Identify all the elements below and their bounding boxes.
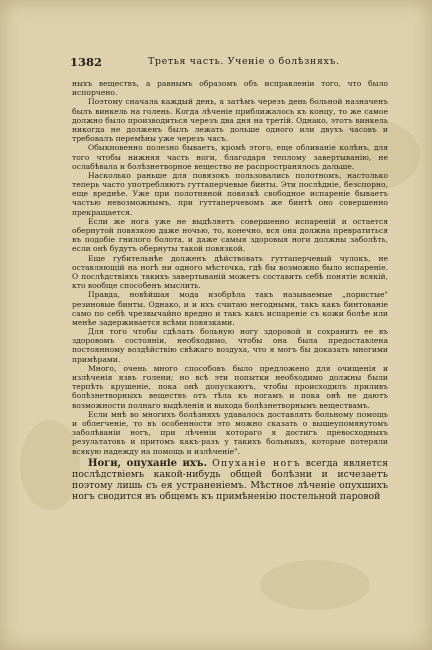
body-text: [72, 79, 388, 502]
paragraph: Поэтому сначала каждый день, а затѣмъ черезъ день больной назначенъ былъ винкель на голень. Когда лѣченіе приближалось къ концу, то же самое должно было производиться черезъ два дня на третій. Однако, этотъ винкель никогда не долженъ былъ лежать дольше одного или двухъ часовъ и требовалъ перемѣны уже черезъ часъ.: [72, 97, 388, 144]
section-paragraph: [72, 458, 388, 502]
paragraph: Если мнѣ во многихъ болѣзняхъ удавалось доставлять больному помощь и облегченіе, то въ особенности это можно сказать о вышеупомянутомъ заболѣваніи ногъ, при лѣченіи котораго я достигъ превосходныхъ результатовъ и притомъ какъ-разъ у такихъ больныхъ, которые потеряли всякую надежду на помощь и излѣченіе".: [72, 409, 388, 456]
section-heading: Ноги, опуханіе ихъ.: [88, 457, 208, 469]
paragraph: Много, очень много способовъ было предложено для очищенія и излѣченія язвъ голени; но всѣ эти попытки необходимо должны были терпѣть крушеніе, пока онѣ допускаютъ, чтобы происходилъ приливъ болѣзнетворныхъ веществъ отъ тѣла къ ногамъ и пока онѣ не даютъ возможности полнаго выдѣленія и выхода болѣзнетворнымъ веществамъ.: [72, 363, 388, 410]
page-number: 1382: [70, 55, 103, 69]
page-header: [70, 55, 390, 71]
paper-stain: [20, 420, 80, 510]
paragraph: ныхъ веществъ, а равнымъ образомъ объ исправленіи того, что было испорчено.: [72, 79, 388, 98]
paragraph: Еще губительнѣе долженъ дѣйствовать гуттаперчевый чулокъ, не оставляющій на ногѣ ни одного мѣсточка, гдѣ бы возможно было испареніе. О послѣдствіяхъ такихъ завертываній можетъ составить себѣ понятіе всякій, кто вообще способенъ мыслить.: [72, 253, 388, 291]
paragraph: Для того чтобы сдѣлать больную ногу здоровой и сохранить ее въ здоровомъ состояніи, необходимо, чтобы она была предоставлена постоянному воздѣйствію свѣжаго воздуха, что я могъ бы доказать многими примѣрами.: [72, 327, 388, 364]
paragraph: Насколько раньше для повязокъ пользовались полотномъ, настолько теперь часто употребляютъ гуттаперчевые бинты. Эти послѣдніе, безспорно, еще вреднѣе. Уже при полотняной повязкѣ свободное испареніе бываетъ частью невозможнымъ, при гуттаперчевомъ же бинтѣ оно совершенно прекращается.: [72, 170, 388, 217]
paper-stain: [260, 560, 370, 610]
running-head: Третья часть. Ученіе о болѣзняхъ.: [148, 56, 340, 67]
paragraph: Правда, новѣйшая мода изобрѣла такъ называемые „пористые" резиновые бинты. Однако, и и ихъ считаю негодными, такъ какъ бинтованіе само по себѣ чрезвычайно вредно и такъ какъ испареніе съ кожи болѣе или менѣе задерживается всѣми повязками.: [72, 290, 388, 327]
paragraph: Если же нога уже не выдѣляетъ совершенно испареній и остается обернутой повязкою даже ночью, то, конечно, вся она должна превратиться въ подобіе гнилого болота, и даже самыя здоровыя ноги должны заболѣть, если онѣ будутъ обернуты такой повязкой.: [72, 216, 388, 254]
section-lead: Опуханіе ногъ: [212, 457, 301, 469]
section-text: всегда является послѣдствіемъ какой-нибудь общей болѣзни и исчезаетъ поэтому лишь съ ея устраненіемъ. Мѣстное лѣченіе опухшихъ ногъ сводится въ общемъ къ примѣненію постельной паровой: [72, 457, 388, 502]
paragraph: Обыкновенно полезно бываетъ, кромѣ этого, еще обливаніе колѣнъ, для того чтобы нижняя часть ноги, благодаря теплому завертыванію, не ослабѣвала и болѣзнетворное вещество не распространялось дальше.: [72, 143, 388, 171]
